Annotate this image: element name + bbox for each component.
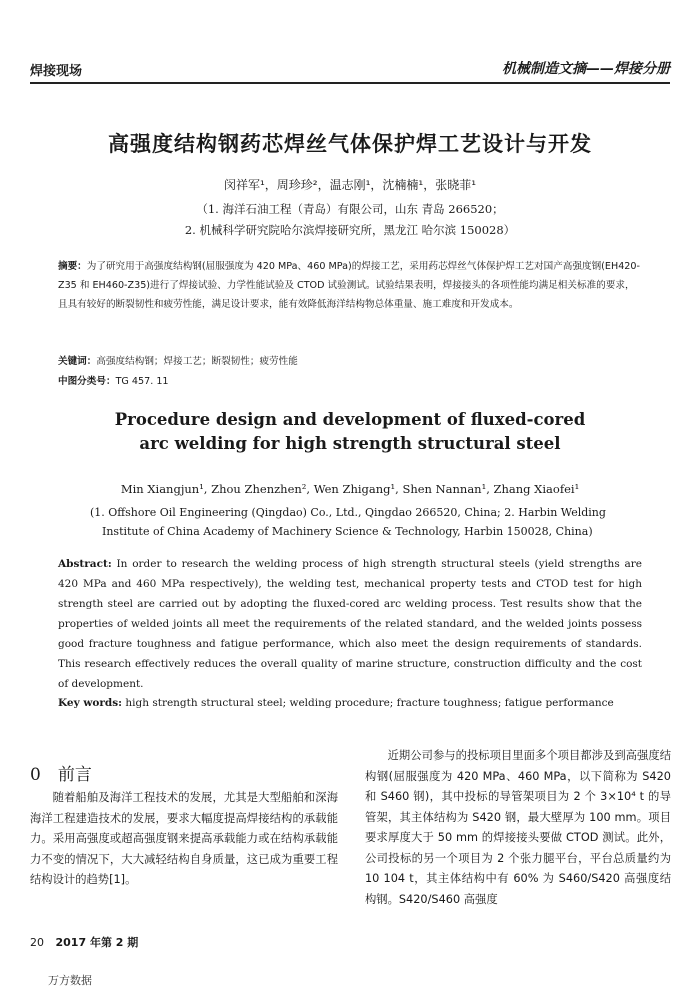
- title-en-line-2: arc welding for high strength structural steel: [139, 434, 561, 453]
- title-en-line-1: Procedure design and development of fluxed-cored: [114, 410, 586, 429]
- abstract-cn-label: 摘要：: [58, 261, 87, 272]
- keywords-cn-label: 关键词：: [58, 356, 97, 367]
- authors-en: Min Xiangjun¹, Zhou Zhenzhen², Wen Zhigang¹, Shen Nannan¹, Zhang Xiaofei¹: [120, 482, 580, 496]
- affiliation-en-2: Institute of China Academy of Machinery Science & Technology, Harbin 150028, China): [102, 525, 593, 538]
- keywords-en: [58, 697, 642, 709]
- affiliation-cn-2: 2. 机械科学研究院哈尔滨焊接研究所，黑龙江 哈尔滨 150028）: [184, 223, 516, 237]
- abstract-cn-text: 为了研究用于高强度结构钢(屈服强度为 420 MPa、460 MPa)的焊接工艺，采用药芯焊丝气体保护焊工艺对国产高强度钢(EH420-Z35 和 EH460-Z35)进行了焊接试验、力学性能试验及 CTOD 试验测试。试验结果表明，焊接接头的各项性能均满足相关标准的要求，且具有较好的断裂韧性和疲劳性能，满足设计要求，能有效降低海洋结构物总体重量、施工难度和开发成本。: [58, 261, 640, 310]
- abstract-en: [58, 554, 642, 694]
- affiliations-en: [90, 503, 635, 541]
- body-text-left-column: 随着船舶及海洋工程技术的发展，尤其是大型船舶和深海海洋工程建造技术的发展，要求大幅度提高焊接结构的承载能力。采用高强度或超高强度钢来提高承载能力或在结构承载能力不变的情况下，大大减轻结构自身质量，这已成为重要工程结构设计的趋势[1]。: [30, 791, 338, 886]
- page-title-cn: 高强度结构钢药芯焊丝气体保护焊工艺设计与开发: [108, 132, 592, 156]
- page-number: 20: [30, 936, 44, 949]
- abstract-en-label: Abstract:: [58, 558, 112, 570]
- affiliation-en-1: (1. Offshore Oil Engineering (Qingdao) Co., Ltd., Qingdao 266520, China; 2. Harbin Welding: [90, 506, 606, 519]
- keywords-cn-text: 高强度结构钢；焊接工艺；断裂韧性；疲劳性能: [96, 356, 298, 367]
- keywords-en-label: Key words:: [58, 697, 123, 709]
- keywords-cn: [58, 353, 642, 367]
- abstract-en-text: In order to research the welding process of high strength structural steels (yield strengths are 420 MPa and 460 MPa respectively), the welding test, mechanical property tests and CTOD test for high strength steel are carried out by adopting the fluxed-cored arc welding process. Test results show that the properties of welded joints all meet the requirements of the related standard, and the welded joints possess good fracture toughness and fatigue performance, which also meet the design requirements of standards. This research effectively reduces the overall quality of marine structure, construction difficulty and the cost of development.: [58, 558, 642, 690]
- classification-number: [58, 373, 642, 387]
- header-section-label: 焊接现场: [30, 64, 83, 79]
- classification-text: TG 457. 11: [115, 376, 169, 387]
- page-title-en: [0, 408, 700, 456]
- abstract-cn: [58, 257, 642, 314]
- keywords-en-text: high strength structural steel; welding procedure; fracture toughness; fatigue performance: [125, 697, 614, 709]
- authors-cn: 闵祥军¹，周珍珍²，温志刚¹，沈楠楠¹，张晓菲¹: [223, 178, 477, 192]
- page-footer: [30, 934, 138, 950]
- header-journal-name: 机械制造文摘——焊接分册: [502, 61, 670, 77]
- issue-label: 2017 年第 2 期: [55, 936, 139, 949]
- body-text-right-column: 近期公司参与的投标项目里面多个项目都涉及到高强度结构钢(屈服强度为 420 MPa、460 MPa，以下简称为 S420 和 S460 钢)，其中投标的导管架项目为 2 个 3×10⁴ t 的导管架，其主体结构为 S420 钢，最大壁厚为 100 mm。项目要求厚度大于 50 mm 的焊接接头要做 CTOD 测试。此外，公司投标的另一个项目为 2 个张力腿平台，平台总质量约为 10 104 t，其主体结构中有 60% 为 S460/S420 高强度结构钢。S420/S460 高强度: [365, 749, 671, 906]
- watermark: 万方数据: [48, 974, 92, 987]
- classification-label: 中图分类号：: [58, 376, 116, 387]
- section-heading-introduction: 0 前言: [30, 765, 92, 785]
- header-divider: [30, 82, 670, 84]
- affiliation-cn-1: （1. 海洋石油工程（青岛）有限公司，山东 青岛 266520；: [196, 202, 504, 216]
